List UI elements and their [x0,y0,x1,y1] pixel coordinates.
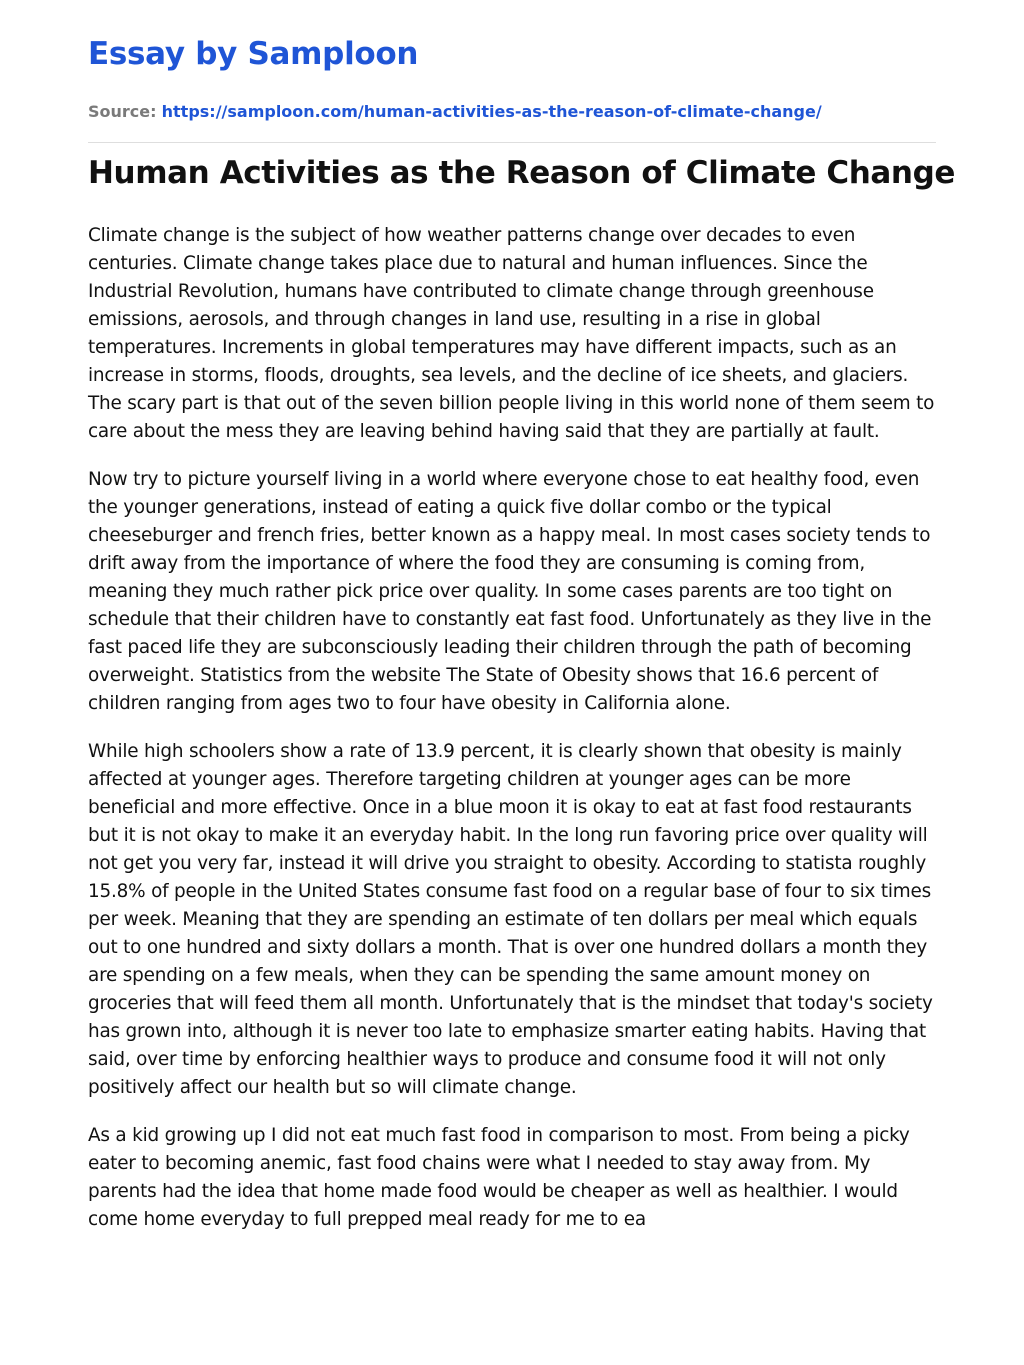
source-label: Source: [88,102,157,121]
brand-title[interactable]: Essay by Samploon [88,36,419,72]
paragraph-1: Climate change is the subject of how weather patterns change over decades to even centuries. Climate change takes place due to natural and human influences. Since the Industrial Revolution, humans have contributed to climate change through greenhouse emissions, aerosols, and through changes in land use, resulting in a rise in global temperatures. Increments in global temperatures may have different impacts, such as an increase in storms, floods, droughts, sea levels, and the decline of ice sheets, and glaciers. The scary part is that out of the seven billion people living in this world none of them seem to care about the mess they are leaving behind having said that they are partially at fault. [88,225,935,442]
source-link[interactable]: https://samploon.com/human-activities-as-the-reason-of-climate-change/ [161,102,822,121]
paragraph-4: As a kid growing up I did not eat much fast food in comparison to most. From being a picky eater to becoming anemic, fast food chains were what I needed to stay away from. My parents had the idea that home made food would be cheaper as well as healthier. I would come home everyday to full prepped meal ready for me to ea [88,1125,910,1230]
paragraph-3: While high schoolers show a rate of 13.9 percent, it is clearly shown that obesity is mainly affected at younger ages. Therefore targeting children at younger ages can be more beneficial and more effective. Once in a blue moon it is okay to eat at fast food restaurants but it is not okay to make it an everyday habit. In the long run favoring price over quality will not get you very far, instead it will drive you straight to obesity. According to statista roughly 15.8% of people in the United States consume fast food on a regular base of four to six times per week. Meaning that they are spending an estimate of ten dollars per meal which equals out to one hundred and sixty dollars a month. That is over one hundred dollars a month they are spending on a few meals, when they can be spending the same amount money on groceries that will feed them all month. Unfortunately that is the mindset that today's society has grown into, although it is never too late to emphasize smarter eating habits. Having that said, over time by enforcing healthier ways to produce and consume food it will not only positively affect our health but so will climate change. [88,741,933,1098]
source-line [88,102,822,121]
header-divider [88,142,936,143]
essay-title: Human Activities as the Reason of Climate Change [88,155,956,191]
essay-body [88,222,936,1254]
paragraph-2: Now try to picture yourself living in a world where everyone chose to eat healthy food, even the younger generations, instead of eating a quick five dollar combo or the typical cheeseburger and french fries, better known as a happy meal. In most cases society tends to drift away from the importance of where the food they are consuming is coming from, meaning they much rather pick price over quality. In some cases parents are too tight on schedule that their children have to constantly eat fast food. Unfortunately as they live in the fast paced life they are subconsciously leading their children through the path of becoming overweight. Statistics from the website The State of Obesity shows that 16.6 percent of children ranging from ages two to four have obesity in California alone. [88,469,932,714]
